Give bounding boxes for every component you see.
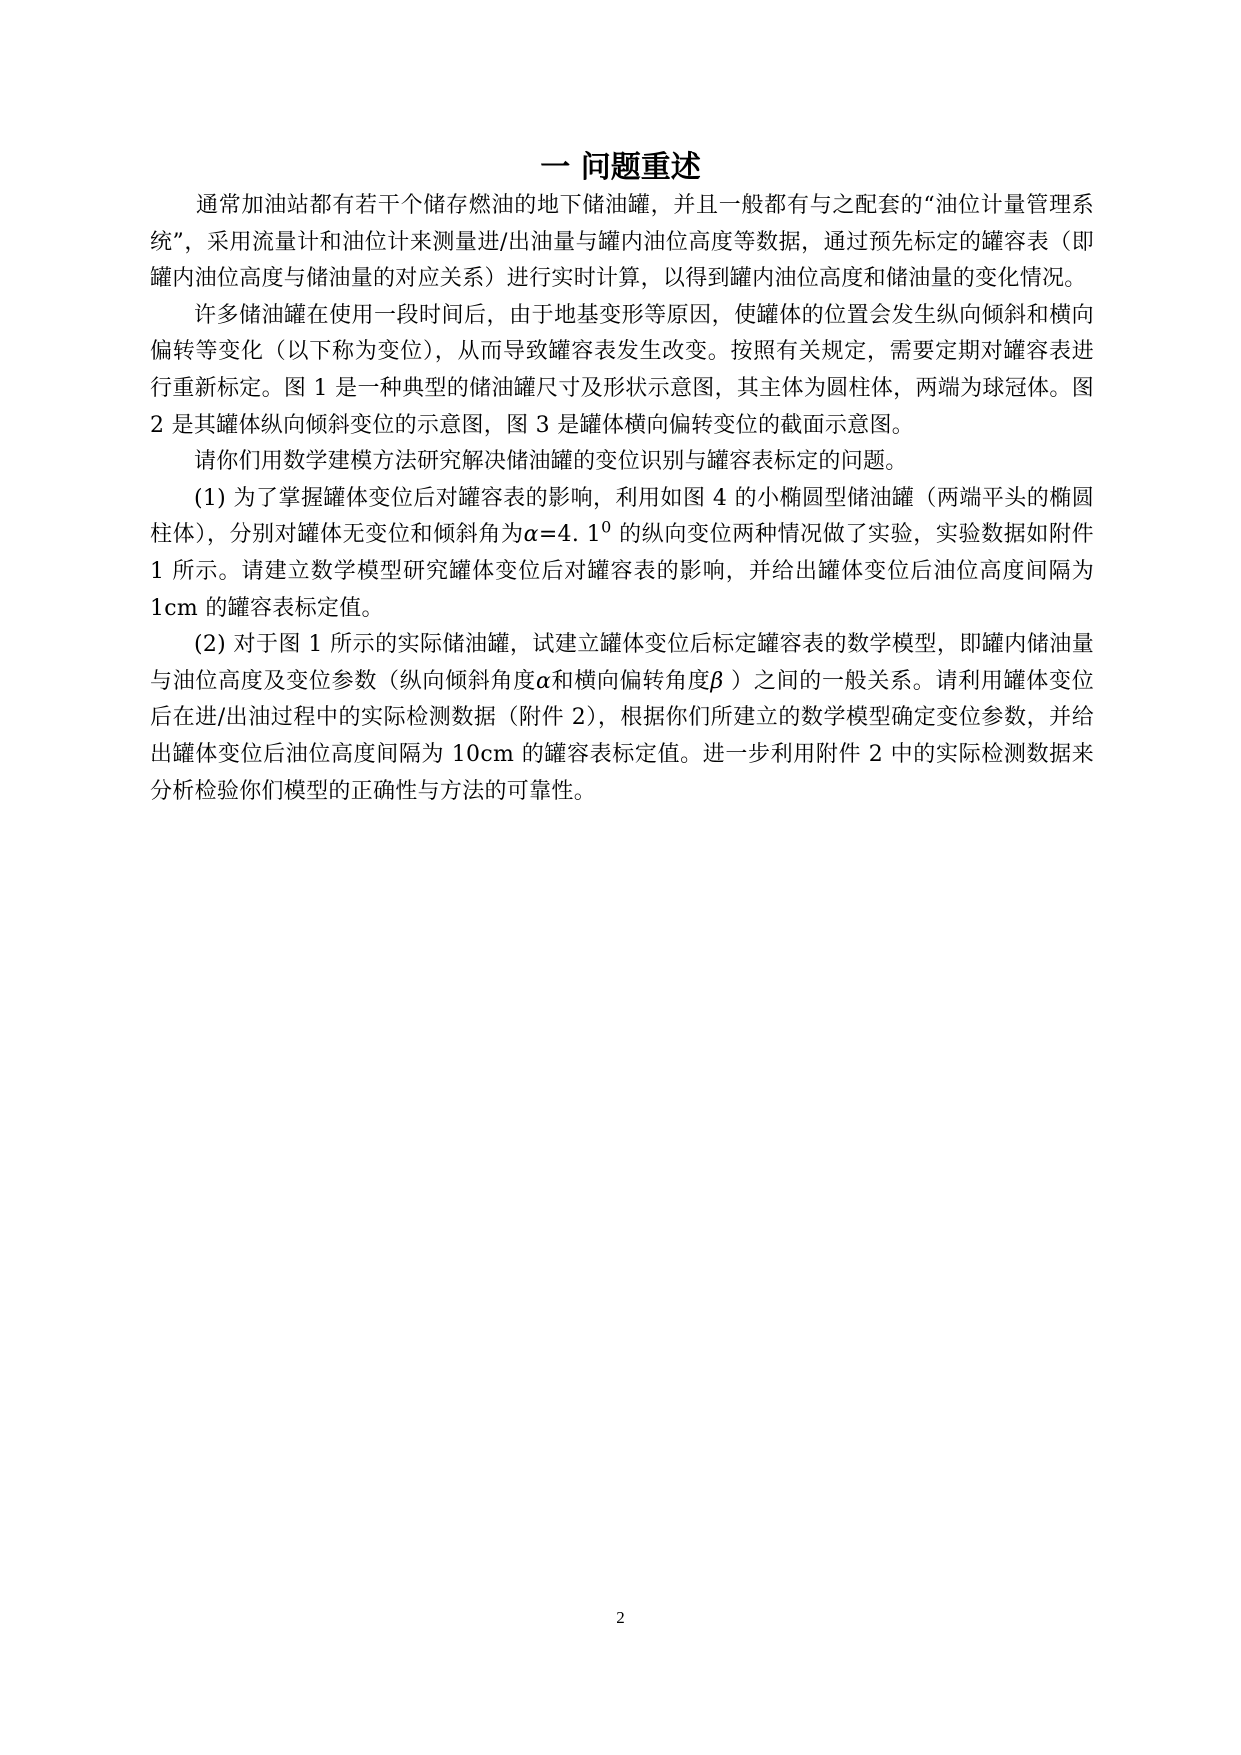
paragraph-5-text-before: (2) 对于图 1 所示的实际储油罐，试建立罐体变位后标定罐容表的数学模型，即罐内储油量与油位高度及变位参数（纵向倾斜角度 xyxy=(150,632,1094,694)
paragraph-5-text-middle: 和横向偏转角度 xyxy=(551,668,711,694)
degree-mark: 0 xyxy=(601,518,612,538)
tilt-angle-value: =4. 1 xyxy=(538,522,602,548)
paragraph-5-text-after: ）之间的一般关系。请利用罐体变位后在进/出油过程中的实际检测数据（附件 2），根据你们所建立的数学模型确定变位参数，并给出罐体变位后油位高度间隔为 10cm 的罐容表标定值。进一步利用附件 2 中的实际检测数据来分析检验你们模型的正确性与方法的可靠性。 xyxy=(150,668,1094,804)
page-number: 2 xyxy=(616,1608,625,1627)
paragraph-4-text-before: (1) 为了掌握罐体变位后对罐容表的影响，利用如图 4 的小椭圆型储油罐（两端平头的椭圆柱体），分别对罐体无变位和倾斜角为 xyxy=(150,485,1094,548)
section-title: 一 问题重述 xyxy=(540,150,701,185)
body-text xyxy=(150,188,1094,810)
alpha-symbol: α xyxy=(523,522,539,548)
paragraph-1: 通常加油站都有若干个储存燃油的地下储油罐，并且一般都有与之配套的“油位计量管理系统”，采用流量计和油位计来测量进/出油量与罐内油位高度等数据，通过预先标定的罐容表（即罐内油位高度与储油量的对应关系）进行实时计算，以得到罐内油位高度和储油量的变化情况。 xyxy=(150,193,1094,292)
beta-symbol: β xyxy=(710,668,724,694)
paragraph-2: 许多储油罐在使用一段时间后，由于地基变形等原因，使罐体的位置会发生纵向倾斜和横向偏转等变化（以下称为变位），从而导致罐容表发生改变。按照有关规定，需要定期对罐容表进行重新标定。图 1 是一种典型的储油罐尺寸及形状示意图，其主体为圆柱体，两端为球冠体。图 2 是其罐体纵向倾斜变位的示意图，图 3 是罐体横向偏转变位的截面示意图。 xyxy=(150,302,1094,438)
paragraph-4-text-after: 的纵向变位两种情况做了实验，实验数据如附件 1 所示。请建立数学模型研究罐体变位后对罐容表的影响，并给出罐体变位后油位高度间隔为 1cm 的罐容表标定值。 xyxy=(150,522,1094,621)
paragraph-5 xyxy=(150,627,1094,810)
paragraph-3: 请你们用数学建模方法研究解决储油罐的变位识别与罐容表标定的问题。 xyxy=(194,449,908,475)
alpha-symbol: α xyxy=(535,668,552,694)
paragraph-4 xyxy=(150,481,1094,627)
